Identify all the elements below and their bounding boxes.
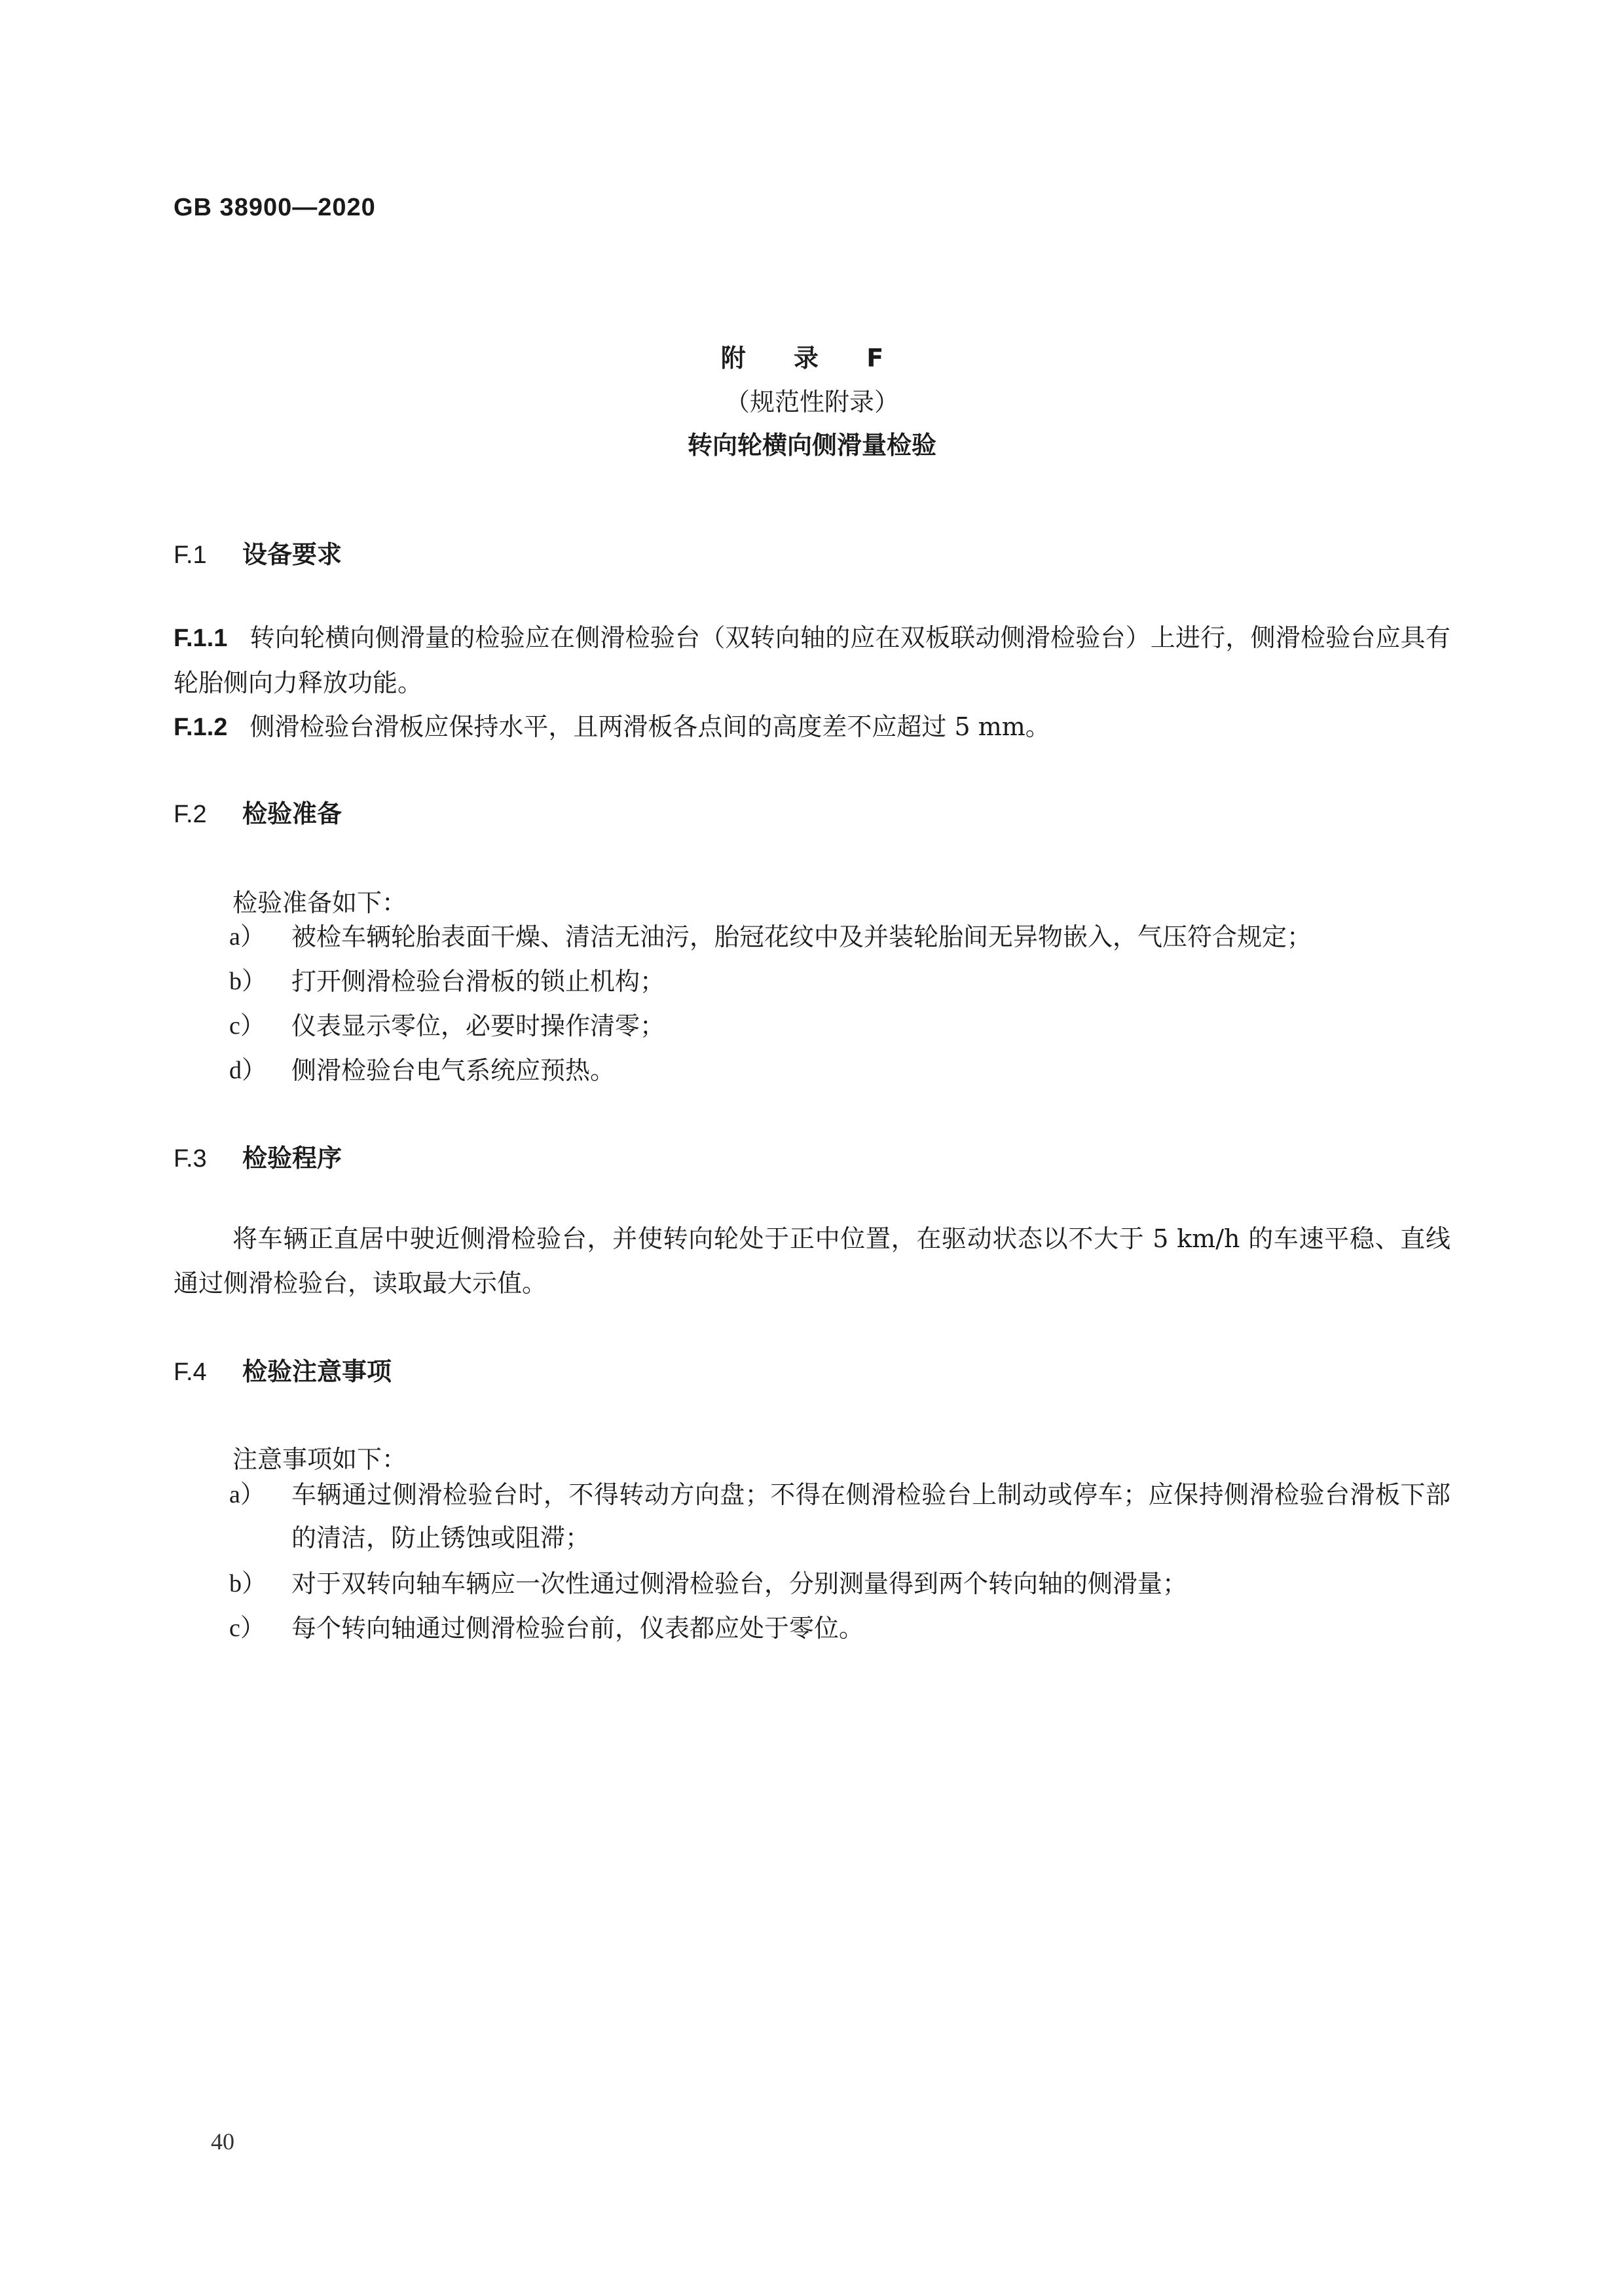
clause-text: 转向轮横向侧滑量的检验应在侧滑检验台（双转向轴的应在双板联动侧滑检验台）上进行，侧滑检验台应具有轮胎侧向力释放功能。	[174, 623, 1450, 697]
list-item-label: c）	[229, 1614, 265, 1642]
section-title: 检验准备	[242, 799, 342, 828]
clause-f1-1	[174, 615, 1450, 705]
clause-f1-2	[174, 704, 1450, 750]
section-title: 设备要求	[242, 540, 342, 569]
list-intro: 检验准备如下：	[232, 888, 407, 917]
clause-text: 侧滑检验台滑板应保持水平，且两滑板各点间的高度差不应超过 5 mm。	[249, 712, 1050, 741]
section-number: F.4	[174, 1358, 207, 1386]
list-item	[174, 1607, 1450, 1650]
page-number: 40	[211, 2128, 234, 2155]
list-item-text: 侧滑检验台电气系统应预热。	[291, 1056, 616, 1085]
section-number: F.2	[174, 801, 207, 828]
list-item-label: b）	[229, 1570, 267, 1597]
list-item-text: 对于双转向轴车辆应一次性通过侧滑检验台，分别测量得到两个转向轴的侧滑量；	[291, 1569, 1188, 1598]
procedure-paragraph: 将车辆正直居中驶近侧滑检验台，并使转向轮处于正中位置，在驱动状态以不大于 5 km/h 的车速平稳、直线通过侧滑检验台，读取最大示值。	[174, 1224, 1450, 1298]
section-heading-f4	[174, 1351, 392, 1387]
section-title: 检验程序	[242, 1144, 342, 1173]
section-number: F.1	[174, 541, 207, 569]
section-heading-f3	[174, 1138, 342, 1174]
clause-number: F.1.2	[174, 714, 228, 741]
list-item-text: 车辆通过侧滑检验台时，不得转动方向盘；不得在侧滑检验台上制动或停车；应保持侧滑检验台滑板下部的清洁，防止锈蚀或阻滞；	[291, 1480, 1450, 1552]
list-item	[174, 915, 1450, 958]
list-item	[174, 1049, 1450, 1092]
appendix-title: 转向轮横向侧滑量检验	[687, 431, 936, 460]
section-heading-f2	[174, 793, 342, 829]
appendix-type: （规范性附录）	[724, 388, 899, 416]
list-item-text: 仪表显示零位，必要时操作清零；	[291, 1011, 665, 1040]
appendix-label: 附 录 F	[720, 344, 904, 373]
list-item	[174, 1562, 1450, 1605]
list-item-label: a）	[229, 1481, 265, 1508]
list-item-label: b）	[229, 968, 267, 995]
list-intro: 注意事项如下：	[232, 1445, 407, 1474]
list-item-text: 每个转向轴通过侧滑检验台前，仪表都应处于零位。	[291, 1614, 864, 1643]
section-number: F.3	[174, 1145, 207, 1173]
list-item-text: 打开侧滑检验台滑板的锁止机构；	[291, 967, 665, 996]
standard-code: GB 38900—2020	[174, 194, 376, 221]
list-item	[174, 1004, 1450, 1048]
list-item-label: c）	[229, 1012, 265, 1040]
section-heading-f1	[174, 534, 342, 570]
list-item-text: 被检车辆轮胎表面干燥、清洁无油污，胎冠花纹中及并装轮胎间无异物嵌入，气压符合规定；	[291, 922, 1312, 951]
section-title: 检验注意事项	[242, 1357, 392, 1386]
list-item	[174, 1473, 1450, 1559]
list-item	[174, 960, 1450, 1003]
clause-number: F.1.1	[174, 625, 228, 652]
list-item-label: d）	[229, 1057, 267, 1084]
list-item-label: a）	[229, 923, 265, 951]
